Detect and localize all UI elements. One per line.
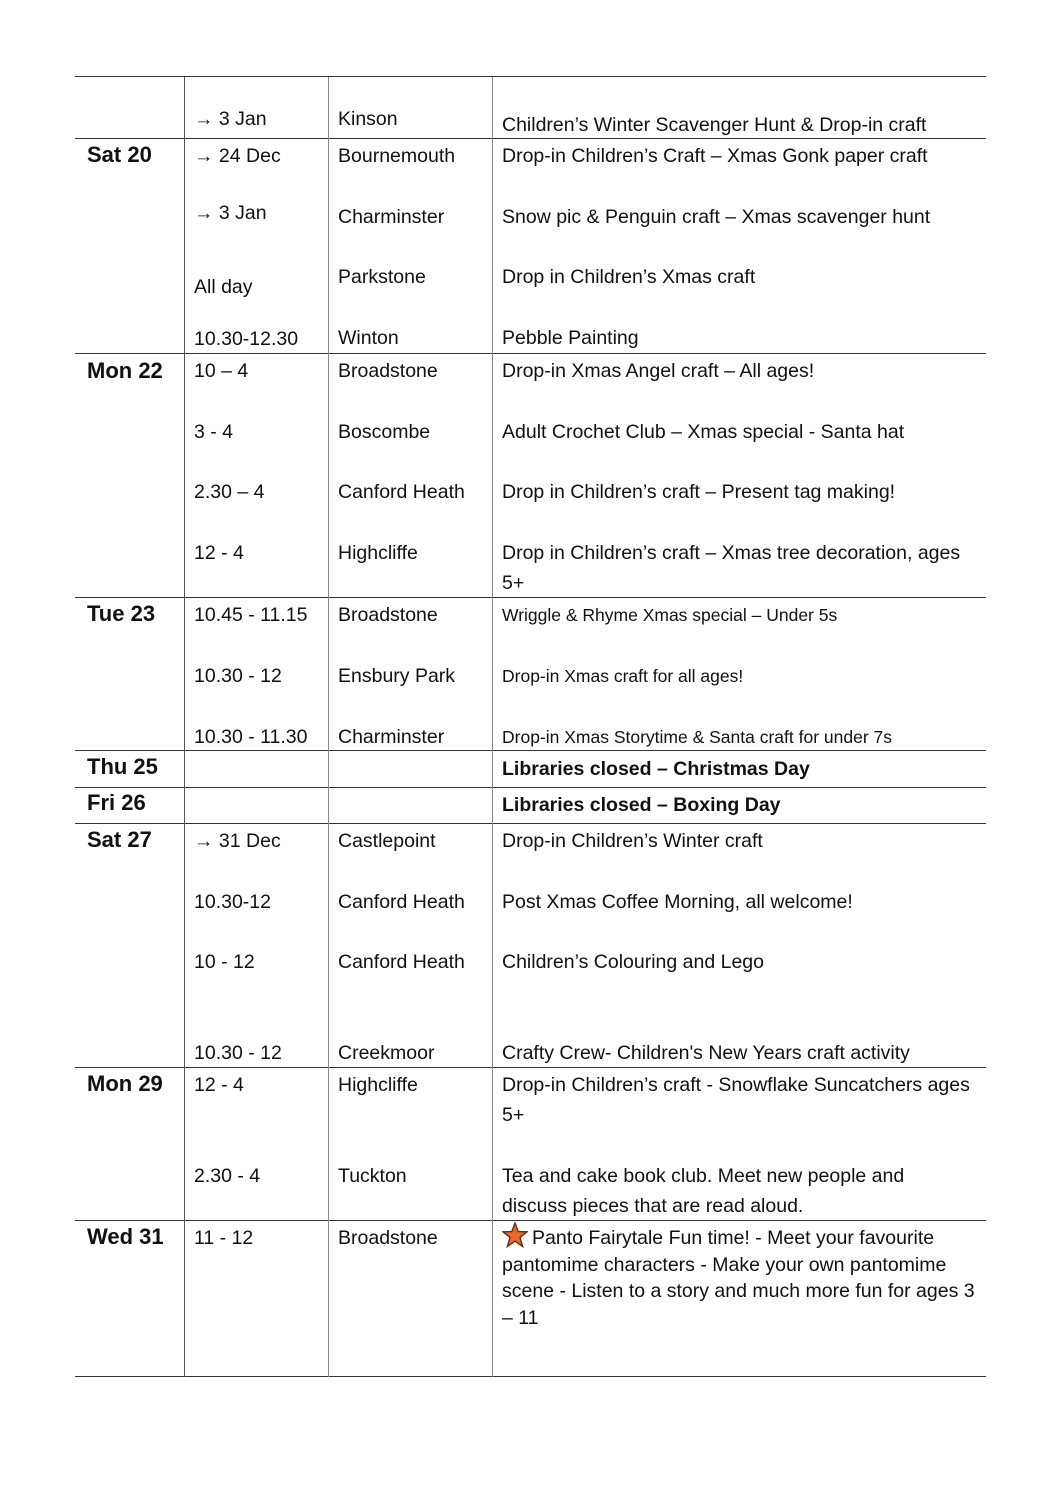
time-cell: → 31 Dec: [194, 830, 281, 852]
location-cell: Broadstone: [338, 1227, 438, 1249]
row-divider: [75, 823, 986, 824]
location-cell: Castlepoint: [338, 830, 436, 852]
time-cell: 10.30 - 12: [194, 665, 282, 687]
time-cell: 2.30 – 4: [194, 481, 265, 503]
time-cell: 3 - 4: [194, 421, 234, 443]
table-bottom-border: [75, 1376, 986, 1377]
day-label: Wed 31: [87, 1224, 164, 1249]
location-cell: Charminster: [338, 206, 445, 228]
location-cell: Ensbury Park: [338, 665, 456, 687]
time-cell: 10.30-12.30: [194, 328, 299, 350]
location-cell: Bournemouth: [338, 145, 456, 167]
activity-cell: Drop-in Xmas Angel craft – All ages!: [502, 360, 815, 382]
activity-cell: Drop-in Children’s craft - Snowflake Suncatchers ages 5+: [502, 1074, 970, 1126]
location-cell: Canford Heath: [338, 481, 465, 503]
location-cell: Boscombe: [338, 421, 431, 443]
day-label: Tue 23: [87, 601, 156, 626]
activity-cell: Drop-in Xmas craft for all ages!: [502, 666, 744, 686]
time-cell: 10 - 12: [194, 951, 255, 973]
time-cell: 10.30-12: [194, 891, 271, 913]
location-cell: Broadstone: [338, 604, 438, 626]
day-label: Sat 20: [87, 142, 152, 167]
time-cell: 10 – 4: [194, 360, 249, 382]
location-cell: Tuckton: [338, 1165, 407, 1187]
table-top-border: [75, 76, 986, 77]
day-label: Fri 26: [87, 790, 146, 815]
closure-notice: Libraries closed – Boxing Day: [502, 794, 781, 816]
activity-cell: Crafty Crew- Children's New Years craft activity: [502, 1042, 910, 1064]
location-cell: Highcliffe: [338, 1074, 418, 1096]
time-cell: 10.30 - 12: [194, 1042, 282, 1064]
activity-cell: Wriggle & Rhyme Xmas special – Under 5s: [502, 605, 838, 625]
row-divider: [75, 787, 986, 788]
location-cell: Canford Heath: [338, 891, 465, 913]
activity-cell: Post Xmas Coffee Morning, all welcome!: [502, 891, 853, 913]
day-label: Thu 25: [87, 754, 158, 779]
activity-cell: Drop in Children’s craft – Xmas tree decoration, ages 5+: [502, 542, 961, 594]
activity-cell: Drop in Children’s craft – Present tag making!: [502, 481, 896, 503]
activity-cell: [502, 1222, 980, 1331]
location-cell: Canford Heath: [338, 951, 465, 973]
closure-notice: Libraries closed – Christmas Day: [502, 758, 810, 780]
activity-cell: Pebble Painting: [502, 327, 639, 349]
location-cell: Broadstone: [338, 360, 438, 382]
time-cell: → 3 Jan: [194, 108, 267, 130]
location-cell: Kinson: [338, 108, 398, 130]
time-cell: → 3 Jan: [194, 202, 267, 224]
time-cell: All day: [194, 276, 253, 298]
time-cell: 10.30 - 11.30: [194, 726, 308, 748]
time-cell: 11 - 12: [194, 1227, 254, 1249]
time-cell: 12 - 4: [194, 542, 244, 564]
column-divider: [184, 77, 185, 1377]
location-cell: Winton: [338, 327, 399, 349]
location-cell: Parkstone: [338, 266, 426, 288]
time-cell: 2.30 - 4: [194, 1165, 261, 1187]
activity-cell: Drop in Children’s Xmas craft: [502, 266, 756, 288]
day-label: Sat 27: [87, 827, 152, 852]
time-cell: 10.45 - 11.15: [194, 604, 308, 626]
day-label: Mon 29: [87, 1071, 163, 1096]
star-icon: [502, 1222, 528, 1248]
activity-cell: Adult Crochet Club – Xmas special - Santa hat: [502, 421, 905, 443]
location-cell: Charminster: [338, 726, 445, 748]
activity-cell: Snow pic & Penguin craft – Xmas scavenger hunt: [502, 206, 931, 228]
activity-cell: Drop-in Children’s Winter craft: [502, 830, 763, 852]
location-cell: Creekmoor: [338, 1042, 435, 1064]
location-cell: Highcliffe: [338, 542, 418, 564]
activity-cell: Drop-in Children’s Craft – Xmas Gonk paper craft: [502, 145, 928, 167]
activity-text: Panto Fairytale Fun time! - Meet your favourite pantomime characters - Make your own pantomime scene - Listen to a story and much more fun for ages 3 – 11: [502, 1227, 975, 1329]
day-label: Mon 22: [87, 358, 163, 383]
activity-cell: Tea and cake book club. Meet new people and discuss pieces that are read aloud.: [502, 1165, 905, 1217]
activity-cell: Children’s Winter Scavenger Hunt & Drop-in craft: [502, 114, 927, 136]
column-divider: [328, 77, 329, 1377]
activity-cell: Children’s Colouring and Lego: [502, 951, 764, 973]
activity-cell: Drop-in Xmas Storytime & Santa craft for under 7s: [502, 727, 893, 747]
time-cell: 12 - 4: [194, 1074, 244, 1096]
column-divider: [492, 77, 493, 1377]
time-cell: → 24 Dec: [194, 145, 281, 167]
